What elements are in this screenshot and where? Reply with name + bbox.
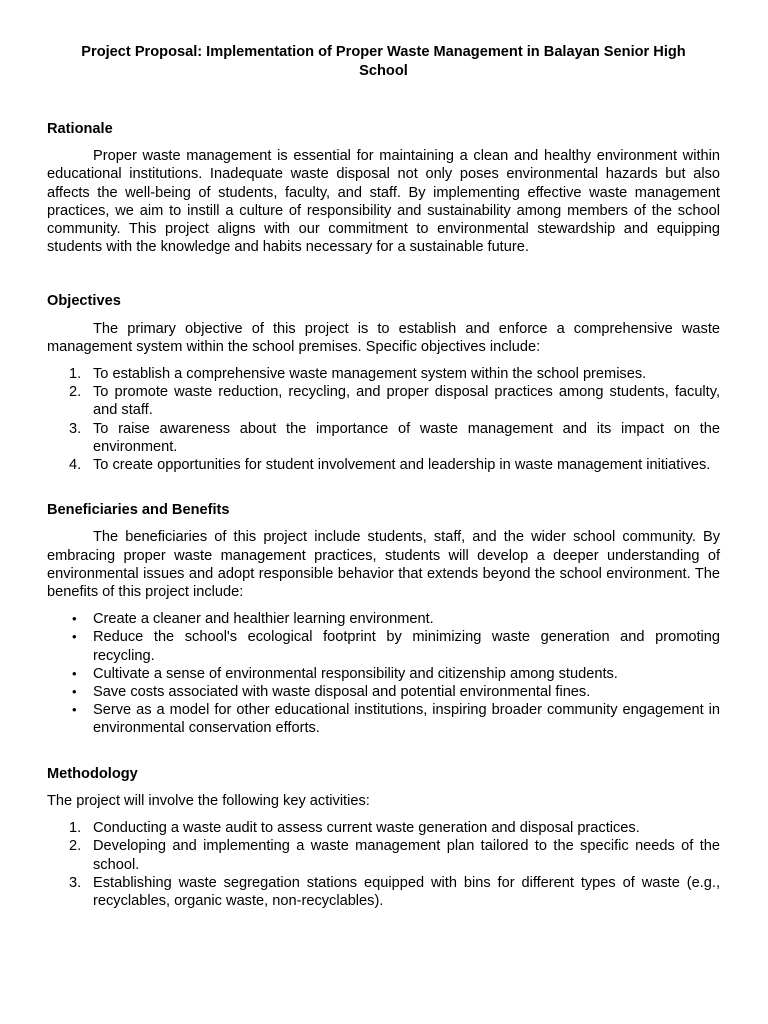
list-item-text: Reduce the school's ecological footprint by minimizing waste generation and promoting recycling. [93,629,720,664]
list-item [47,456,720,474]
list-item-text: Cultivate a sense of environmental responsibility and citizenship among students. [93,665,618,682]
methodology-list [47,819,720,910]
list-item-text: Developing and implementing a waste management plan tailored to the specific needs of the school. [93,838,720,873]
objectives-list [47,365,720,474]
bullet-icon: • [72,665,77,681]
list-item [47,420,720,456]
bullet-icon: • [72,684,77,700]
list-item [47,874,720,910]
document-title: Project Proposal: Implementation of Proper Waste Management in Balayan Senior High School [81,44,686,79]
list-item-text: Establishing waste segregation stations equipped with bins for different types of waste (e.g., recyclables, organic waste, non-recyclables). [93,874,720,909]
bullet-icon: • [72,629,77,645]
list-item [47,819,720,837]
beneficiaries-section [47,501,720,737]
bullet-icon: • [72,702,77,718]
list-item [47,683,720,701]
list-item-text: Save costs associated with waste disposal and potential environmental fines. [93,684,591,701]
list-item-text: Create a cleaner and healthier learning environment. [93,611,434,628]
list-marker: 3. [69,420,82,437]
list-marker: 4. [69,457,82,474]
objectives-heading: Objectives [47,293,121,310]
methodology-section [47,765,720,910]
bullet-icon: • [72,611,77,627]
beneficiaries-heading: Beneficiaries and Benefits [47,502,230,519]
list-item-text: To raise awareness about the importance of waste management and its impact on the environment. [93,420,720,455]
list-marker: 1. [69,366,82,383]
benefits-list [47,610,720,737]
list-marker: 2. [69,838,82,855]
list-item [47,665,720,683]
list-marker: 2. [69,384,82,401]
methodology-intro: The project will involve the following key activities: [47,792,370,809]
objectives-intro: The primary objective of this project is to establish and enforce a comprehensive waste management system within the school premises. Specific objectives include: [47,320,720,355]
list-item-text: Conducting a waste audit to assess current waste generation and disposal practices. [93,820,640,837]
rationale-heading: Rationale [47,121,113,137]
list-item [47,365,720,383]
beneficiaries-intro: The beneficiaries of this project include students, staff, and the wider school community. By embracing proper waste management practices, students will develop a deeper understanding of environmental issues and adopt responsible behavior that extends beyond the school environment. The benefits of this project include: [47,529,720,601]
list-item [47,628,720,664]
list-item [47,383,720,419]
list-item [47,701,720,737]
list-item-text: To establish a comprehensive waste management system within the school premises. [93,366,647,383]
list-item-text: To create opportunities for student involvement and leadership in waste management initiatives. [93,457,711,474]
list-item [47,837,720,873]
list-item [47,610,720,628]
list-marker: 3. [69,874,82,891]
rationale-section [47,120,720,256]
methodology-heading: Methodology [47,765,138,782]
list-item-text: Serve as a model for other educational institutions, inspiring broader community engagement in environmental conservation efforts. [93,702,720,737]
rationale-paragraph: Proper waste management is essential for maintaining a clean and healthy environment within educational institutions. Inadequate waste disposal not only poses environmental hazards but also affects the well-being of students, faculty, and staff. By implementing effective waste management practices, we aim to instill a culture of responsibility and sustainability among members of the school community. This project aligns with our commitment to environmental stewardship and equipping students with the knowledge and habits necessary for a sustainable future. [47,148,720,256]
list-marker: 1. [69,820,82,837]
list-item-text: To promote waste reduction, recycling, and proper disposal practices among students, faculty, and staff. [93,384,720,419]
objectives-section [47,292,720,474]
document-page [47,43,720,910]
